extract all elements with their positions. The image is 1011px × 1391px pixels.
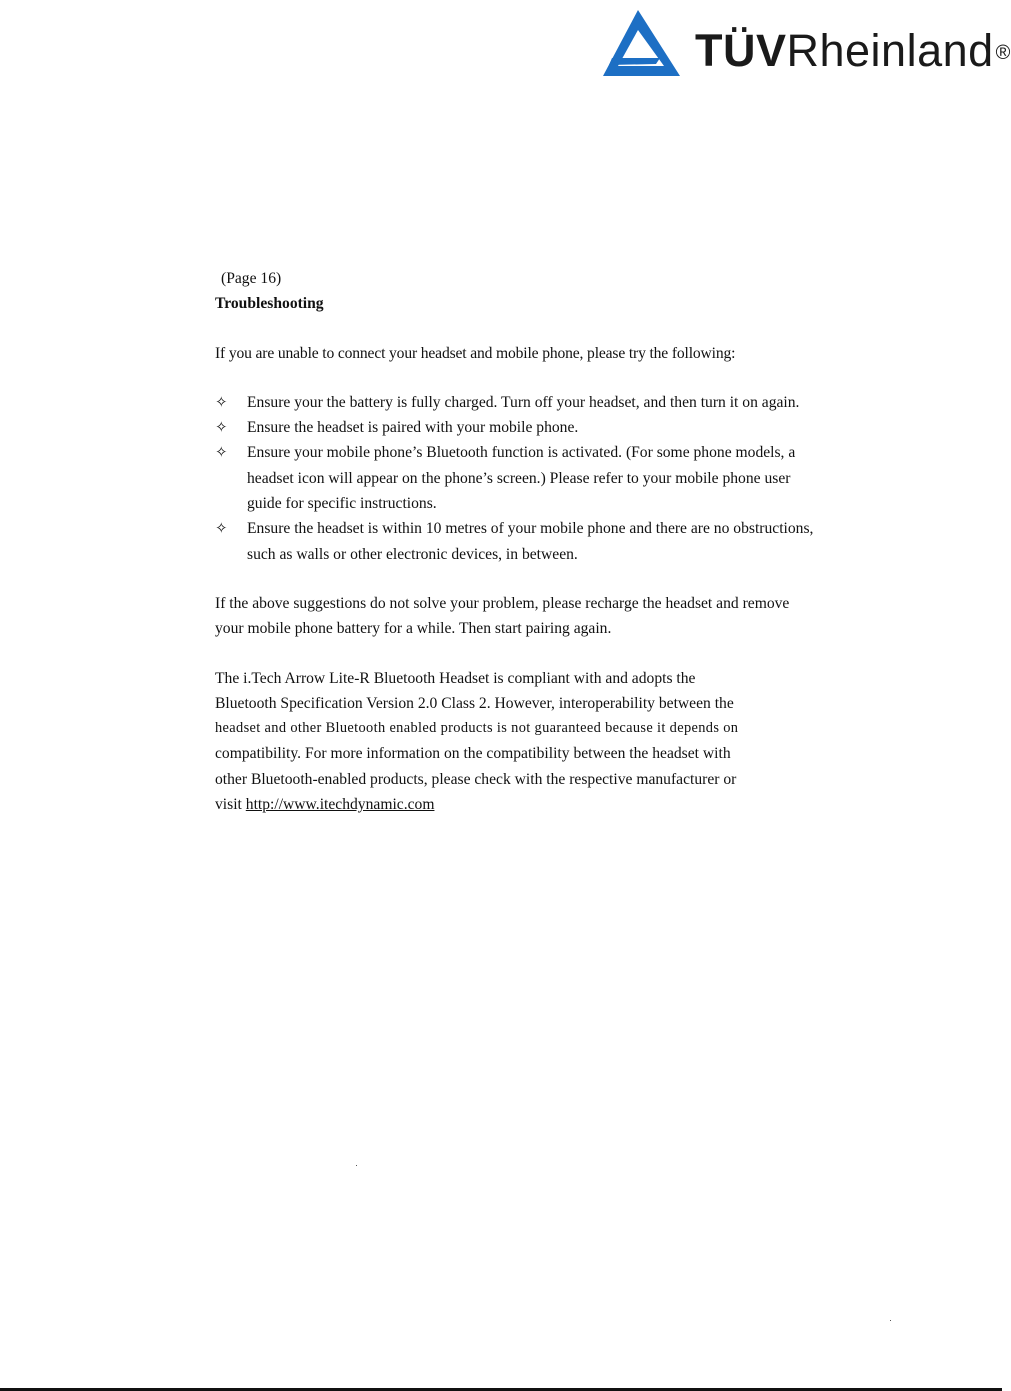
scan-speck <box>890 1320 891 1321</box>
diamond-bullet-icon: ✧ <box>215 443 228 462</box>
compliance-line <box>215 792 815 817</box>
list-item-text: Ensure the headset is paired with your mobile phone. <box>247 419 579 437</box>
compliance-paragraph <box>215 666 815 818</box>
list-item <box>215 390 815 415</box>
logo-brand-bold: TÜV <box>695 25 787 76</box>
document-body <box>215 266 815 817</box>
intro-paragraph: If you are unable to connect your headset and mobile phone, please try the following: <box>215 344 736 362</box>
tuv-rheinland-logo <box>600 8 1011 80</box>
list-item <box>215 516 815 567</box>
tuv-triangle-icon <box>600 8 682 80</box>
website-link[interactable]: http://www.itechdynamic.com <box>245 796 435 814</box>
list-item-text: Ensure your the battery is fully charged. Turn off your headset, and then turn it on again. <box>247 393 800 411</box>
list-item-text: Ensure the headset is within 10 metres of your mobile phone and there are no obstructions, such as walls or other electronic devices, in between. <box>247 520 814 563</box>
scan-speck <box>356 1165 357 1166</box>
visit-prefix: visit <box>215 796 242 814</box>
list-item <box>215 440 815 516</box>
diamond-bullet-icon: ✧ <box>215 418 228 437</box>
compliance-line: headset and other Bluetooth enabled products is not guaranteed because it depends on <box>215 720 739 737</box>
section-heading: Troubleshooting <box>215 295 324 313</box>
compliance-line: Bluetooth Specification Version 2.0 Class 2. However, interoperability between the <box>215 694 734 712</box>
logo-brand-rest: Rheinland <box>786 25 994 76</box>
compliance-line: other Bluetooth-enabled products, please check with the respective manufacturer or <box>215 770 737 788</box>
diamond-bullet-icon: ✧ <box>215 392 228 411</box>
diamond-bullet-icon: ✧ <box>215 519 228 538</box>
list-item-text: Ensure your mobile phone’s Bluetooth function is activated. (For some phone models, a headset icon will appear on the phone’s screen.) Please refer to your mobile phone user guide for specific instructions. <box>247 444 796 513</box>
page-reference: (Page 16) <box>221 270 282 287</box>
list-item <box>215 415 815 440</box>
recharge-paragraph: If the above suggestions do not solve your problem, please recharge the headset and remove your mobile phone battery for a while. Then start pairing again. <box>215 594 790 638</box>
logo-wordmark <box>695 26 1011 76</box>
registered-mark: ® <box>995 42 1011 64</box>
troubleshooting-list <box>215 390 815 567</box>
compliance-line: compatibility. For more information on the compatibility between the headset with <box>215 745 731 763</box>
compliance-line: The i.Tech Arrow Lite-R Bluetooth Headset is compliant with and adopts the <box>215 669 696 687</box>
